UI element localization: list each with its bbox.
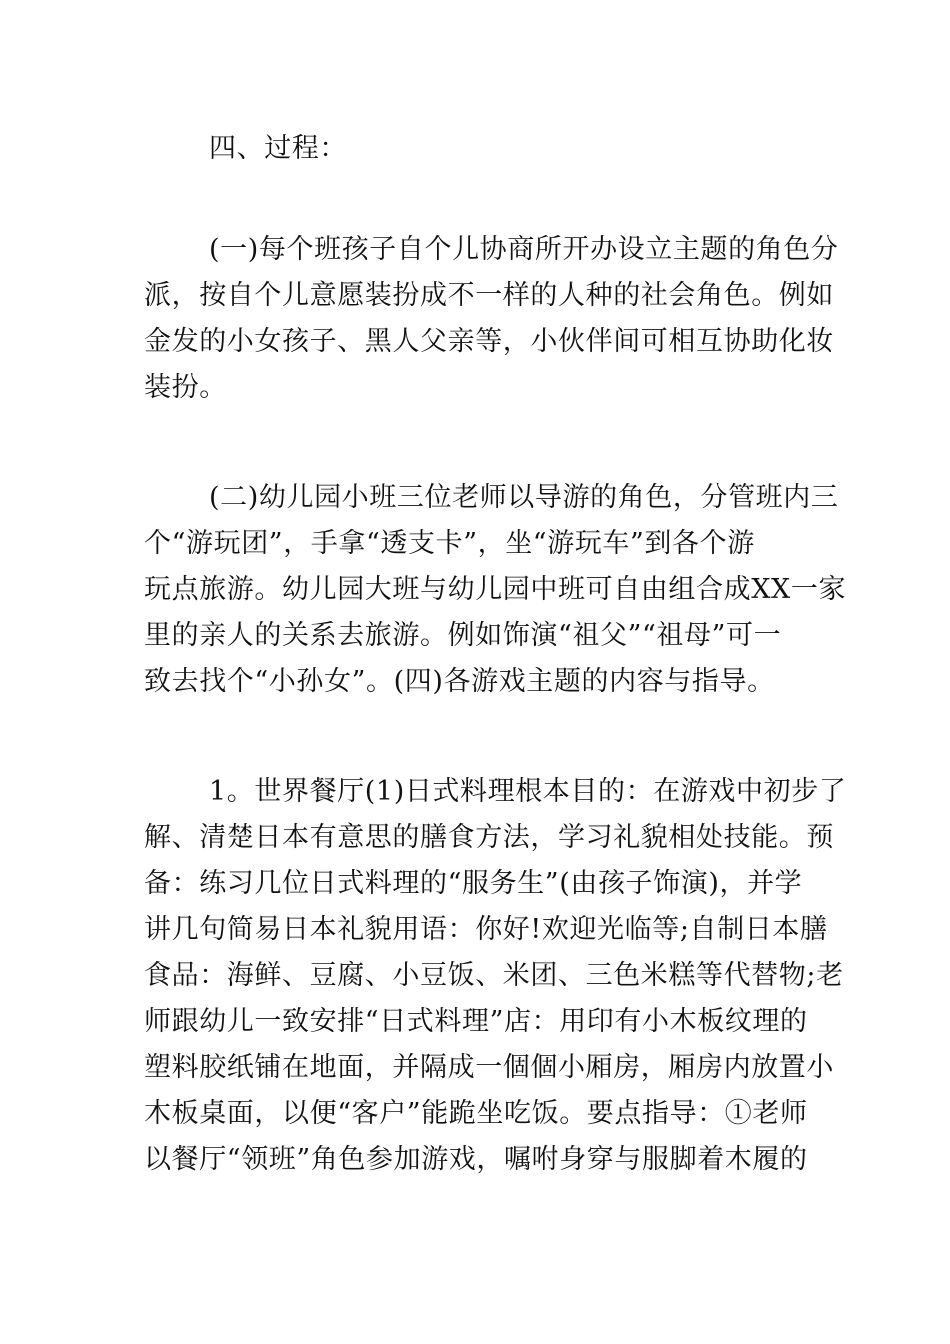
paragraph-line: 个“游玩团”，手拿“透支卡”，坐“游玩车”到各个游 (144, 528, 755, 559)
paragraph-line: 塑料胶纸铺在地面，并隔成一個個小厢房，厢房内放置小 (144, 1052, 834, 1083)
paragraph-line: 1。世界餐厅(1)日式料理根本目的：在游戏中初步了 (209, 776, 847, 807)
paragraph-line: 解、清楚日本有意思的膳食方法，学习礼貌相处技能。预 (144, 822, 834, 853)
paragraph-line: 装扮。 (144, 372, 227, 403)
section-heading: 四、过程： (209, 133, 347, 164)
paragraph-line: 食品：海鲜、豆腐、小豆饭、米团、三色米糕等代替物;老 (144, 960, 844, 991)
paragraph-line: 里的亲人的关系去旅游。例如饰演“祖父”“祖母”可一 (144, 620, 782, 651)
paragraph-line: 讲几句简易日本礼貌用语：你好!欢迎光临等;自制日本膳 (144, 914, 828, 945)
paragraph-line: 玩点旅游。幼儿园大班与幼儿园中班可自由组合成XX一家 (144, 574, 847, 605)
paragraph-line: (二)幼儿园小班三位老师以导游的角色，分管班内三 (209, 482, 839, 513)
paragraph-line: 师跟幼儿一致安排“日式料理”店：用印有小木板纹理的 (144, 1006, 808, 1037)
paragraph-line: (一)每个班孩子自个儿协商所开办设立主题的角色分 (209, 234, 839, 265)
paragraph-line: 以餐厅“领班”角色参加游戏，嘱咐身穿与服脚着木履的 (144, 1144, 808, 1175)
paragraph-line: 备：练习几位日式料理的“服务生”(由孩子饰演)，并学 (144, 868, 803, 899)
paragraph-line: 金发的小女孩子、黑人父亲等，小伙伴间可相互协助化妆 (144, 326, 834, 357)
paragraph-line: 致去找个“小孙女”。(四)各游戏主题的内容与指导。 (144, 666, 775, 697)
paragraph-line: 派，按自个儿意愿装扮成不一样的人种的社会角色。例如 (144, 280, 834, 311)
paragraph-line: 木板桌面，以便“客户”能跪坐吃饭。要点指导：①老师 (144, 1098, 808, 1129)
